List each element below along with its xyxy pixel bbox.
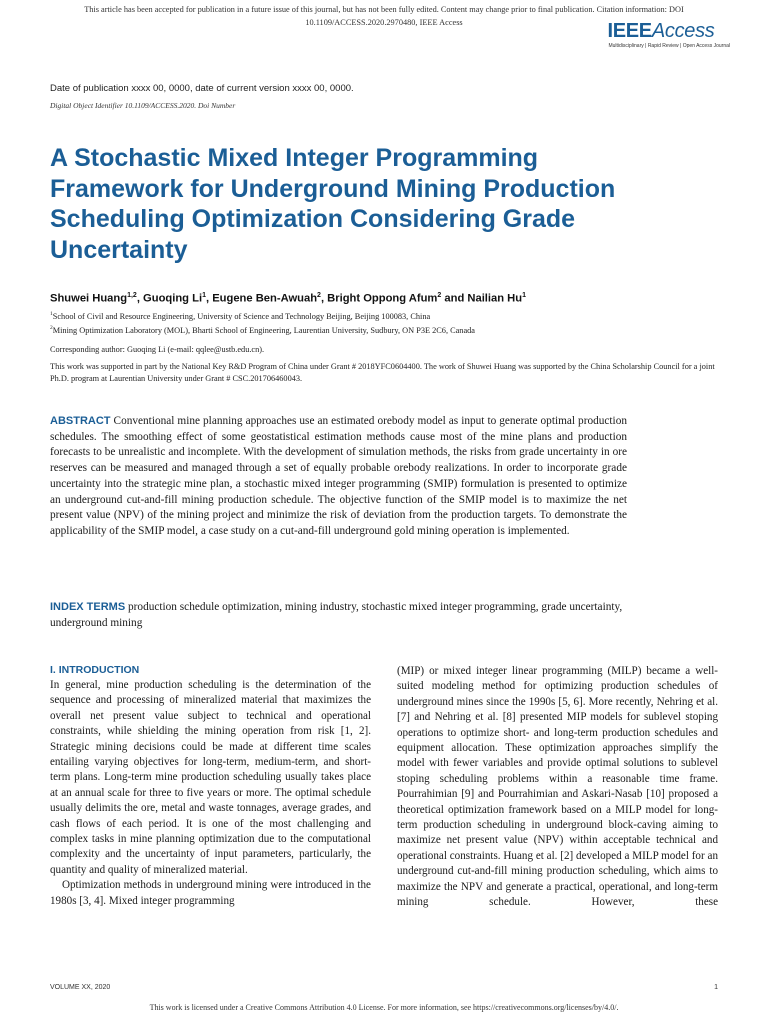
index-terms <box>50 599 650 631</box>
affiliation-1 <box>50 311 430 321</box>
affiliation-text: School of Civil and Resource Engineering, University of Science and Technology Beijing, Beijing 100083, China <box>52 311 431 321</box>
logo-tagline: Multidisciplinary | Rapid Review | Open Access Journal <box>608 43 730 49</box>
logo-access-text: Access <box>651 20 715 42</box>
license-notice: This work is licensed under a Creative Commons Attribution 4.0 License. For more information, see https://creativecommons.org/licenses/by/4.0/. <box>149 1003 619 1012</box>
author-affil-sup: 1 <box>202 292 206 299</box>
funding-note: This work was supported in part by the National Key R&D Program of China under Grant # 2018YFC0604400. The work of Shuwei Huang was supported by the China Scholarship Council for a joint Ph.D. program at Laurentian University under Grant # CSC.201706460043. <box>50 362 715 383</box>
author-name: Eugene Ben-Awuah <box>212 292 318 305</box>
intro-paragraph-1: In general, mine production scheduling is the determination of the sequence and processing of mineralized material that maximizes the overall net present value subject to technical and operational constraints, while shielding the mining operation from risk [1, 2]. Strategic mining decisions could be made at different time scales entailing varying objectives for long-term, medium-term, and short-term plans. Long-term mine production scheduling usually takes place at an annual scale for three to five years or more. The optimal schedule usually delimits the ore, metal and waste tonnages, average grades, and cash flows of each period. It is one of the most challenging and complex tasks in mine planning optimization due to the computational complexity and the uncertainty of input parameters, particularly, the quantity and quality of mineralized material. <box>50 679 371 876</box>
index-terms-label: INDEX TERMS <box>50 601 126 613</box>
section-heading-introduction: I. INTRODUCTION <box>50 664 140 676</box>
ieee-access-logo <box>607 20 730 50</box>
author-affil-sup: 2 <box>317 292 321 299</box>
author-name: Shuwei Huang <box>50 292 128 305</box>
author-affil-sup: 2 <box>437 292 442 299</box>
title-line: Framework for Underground Mining Production <box>50 174 616 203</box>
author-separator: , <box>136 292 144 305</box>
journal-notice-line2: 10.1109/ACCESS.2020.2970480, IEEE Access <box>305 18 463 27</box>
author-separator: and <box>441 292 468 305</box>
left-column <box>50 663 371 909</box>
paper-title <box>50 143 740 265</box>
logo-ieee-text: IEEE <box>607 20 652 42</box>
author-name: Guoqing Li <box>143 292 203 305</box>
journal-notice-line1: This article has been accepted for publication in a future issue of this journal, but has not been fully edited. Content may change prior to final publication. Citation information: DOI <box>84 5 684 14</box>
abstract-label: ABSTRACT <box>50 415 111 427</box>
page-number: 1 <box>714 984 718 991</box>
corresponding-author: Corresponding author: Guoqing Li (e-mail: qqlee@ustb.edu.cn). <box>50 345 265 354</box>
affiliation-text: Mining Optimization Laboratory (MOL), Bharti School of Engineering, Laurentian University, Sudbury, ON P3E 2C6, Canada <box>52 325 475 335</box>
title-line: Scheduling Optimization Considering Grade <box>50 205 576 233</box>
abstract-text: Conventional mine planning approaches use an estimated orebody model as input to generate optimal production schedules. The smoothing effect of some geostatistical estimation methods cause most of the mine plans and production forecasts to be unrealistic and incomplete. With the development of simulation methods, the risks from grade uncertainty in ore reserves can be measured and managed through a set of equally probable orebody realizations. In order to incorporate grade uncertainty into the strategic mine plan, a stochastic mixed integer programming (SMIP) formulation is presented to optimize an underground cut-and-fill mining production schedule. The objective function of the SMIP model is to maximize the net present value (NPV) of the mining project and minimize the risk of deviation from the production targets. To demonstrate the applicability of the SMIP model, a case study on a cut-and-fill underground gold mining operation is implemented. <box>50 415 627 537</box>
author-list <box>50 292 526 305</box>
intro-paragraph-3: (MIP) or mixed integer linear programming (MILP) became a well-suited modeling method for optimizing production schedules of underground mines since the 1990s [5, 6]. More recently, Nehring et al. [7] and Nehring et al. [8] presented MIP models for sublevel stoping operations to optimize short- and long-term production schedules and equipment allocation. These optimization approaches simplify the model with fewer variables and provide optimal solutions to sublevel stoping scheduling problems within a reasonable time frame. Pourrahimian [9] and Pourrahimian and Askari-Nasab [10] proposed a theoretical optimization framework based on a MILP model for long-term production scheduling in underground block-caving aiming to maximize net present value (NPV) within acceptable technical and operational constraints. Huang et al. [2] developed a MILP model for an underground cut-and-fill mining production scheduling, which aims to maximize the NPV and generate a practical, operational, and long-term mining schedule. However, these <box>397 665 718 909</box>
title-line: A Stochastic Mixed Integer Programming <box>50 144 539 172</box>
affiliation-sup: 2 <box>50 325 53 331</box>
author-separator: , <box>205 292 213 305</box>
affiliation-2 <box>50 325 475 335</box>
volume-label: VOLUME XX, 2020 <box>50 984 111 991</box>
author-affil-sup: 1,2 <box>127 292 137 299</box>
abstract <box>50 414 627 540</box>
title-line: Uncertainty <box>50 235 188 264</box>
publication-date: Date of publication xxxx 00, 0000, date of current version xxxx 00, 0000. <box>50 83 354 94</box>
affiliation-sup: 1 <box>50 311 53 317</box>
author-separator: , <box>320 292 328 305</box>
intro-paragraph-2: Optimization methods in underground mining were introduced in the 1980s [3, 4]. Mixed integer programming <box>50 879 371 907</box>
right-column <box>397 664 718 911</box>
doi-line: Digital Object Identifier 10.1109/ACCESS.2020. Doi Number <box>50 101 236 110</box>
author-name: Bright Oppong Afum <box>327 292 438 305</box>
author-affil-sup: 1 <box>522 292 526 299</box>
index-terms-text: production schedule optimization, mining industry, stochastic mixed integer programming, grade uncertainty, underground mining <box>50 601 623 629</box>
author-name: Nailian Hu <box>467 292 523 305</box>
